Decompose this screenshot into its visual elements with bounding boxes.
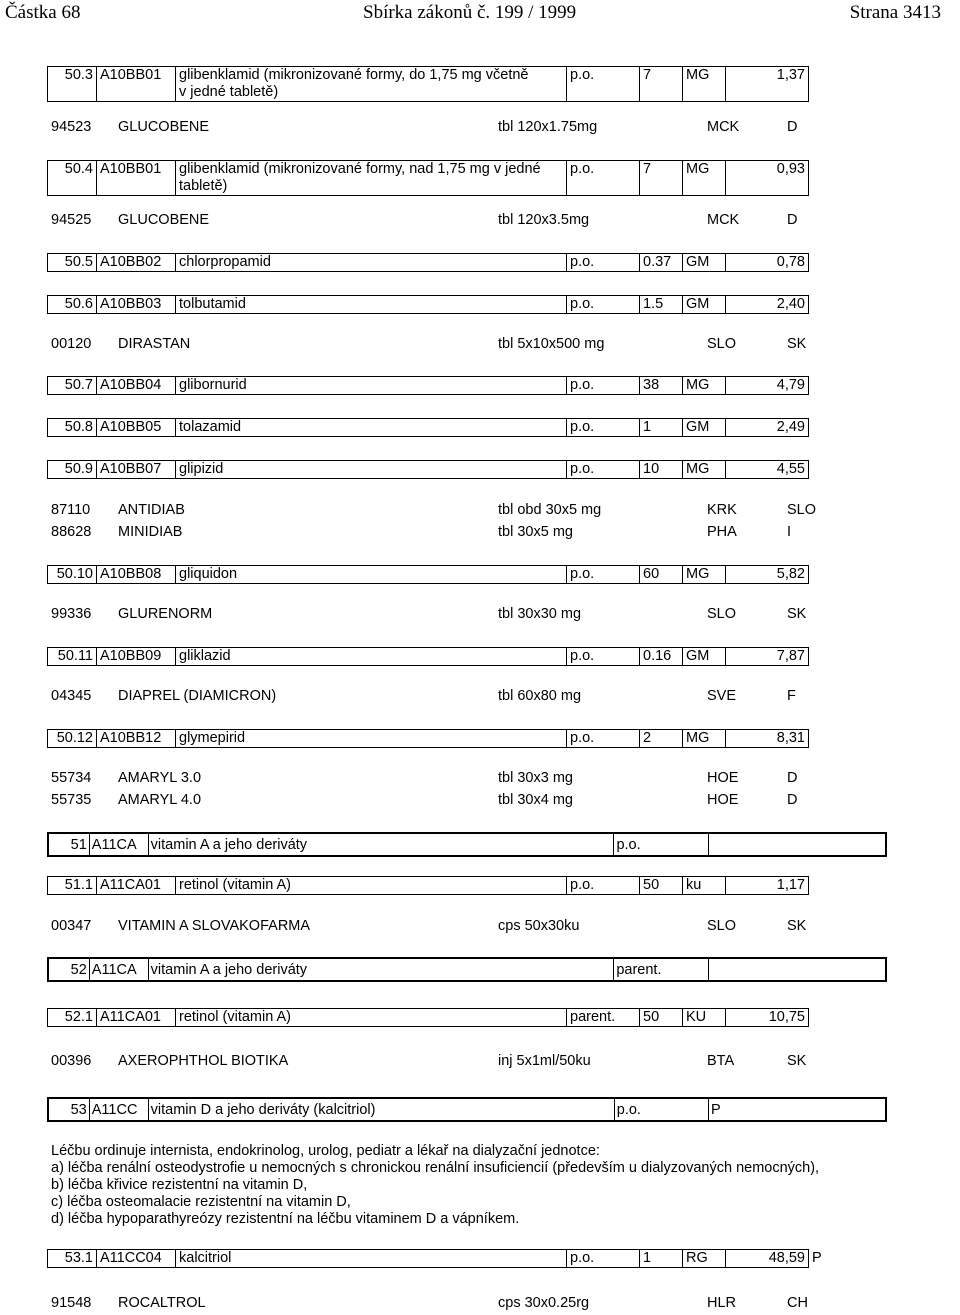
product-name: GLUCOBENE bbox=[118, 212, 210, 228]
substance-name bbox=[176, 648, 567, 666]
substance-name-line: glymepirid bbox=[179, 730, 246, 746]
price: 8,31 bbox=[726, 730, 809, 748]
quantity: 1 bbox=[640, 419, 683, 437]
group-route: p.o. bbox=[614, 834, 708, 855]
row-number: 50.6 bbox=[48, 296, 97, 314]
route: p.o. bbox=[567, 566, 640, 584]
product-line bbox=[48, 502, 848, 520]
substance-row bbox=[47, 295, 809, 314]
quantity: 38 bbox=[640, 377, 683, 395]
price: 2,40 bbox=[726, 296, 809, 314]
unit: MG bbox=[683, 461, 726, 479]
route: p.o. bbox=[567, 67, 640, 102]
row-number: 50.12 bbox=[48, 730, 97, 748]
country: SK bbox=[787, 606, 807, 622]
manufacturer: MCK bbox=[707, 119, 740, 135]
substance-name-line: tolbutamid bbox=[179, 296, 246, 312]
unit: GM bbox=[683, 254, 726, 272]
product-name: MINIDIAB bbox=[118, 524, 183, 540]
package: tbl 30x30 mg bbox=[498, 606, 582, 622]
substance-name bbox=[176, 730, 567, 748]
group-row bbox=[47, 832, 887, 857]
package: cps 30x0.25rg bbox=[498, 1295, 590, 1311]
price: 5,82 bbox=[726, 566, 809, 584]
route: p.o. bbox=[567, 461, 640, 479]
country: SK bbox=[787, 1053, 807, 1069]
substance-name-line: glibenklamid (mikronizované formy, do 1,75 mg včetně bbox=[179, 67, 529, 83]
product-name: DIAPREL (DIAMICRON) bbox=[118, 688, 277, 704]
route: p.o. bbox=[567, 877, 640, 895]
group-name: vitamin A a jeho deriváty bbox=[148, 834, 614, 855]
manufacturer: MCK bbox=[707, 212, 740, 228]
quantity: 7 bbox=[640, 161, 683, 196]
unit: KU bbox=[683, 1009, 726, 1027]
atc-code: A10BB07 bbox=[97, 461, 176, 479]
row-number: 50.4 bbox=[48, 161, 97, 196]
country: I bbox=[787, 524, 792, 540]
price: 10,75 bbox=[726, 1009, 809, 1027]
group-row bbox=[47, 957, 887, 982]
product-name: GLURENORM bbox=[118, 606, 213, 622]
quantity: 10 bbox=[640, 461, 683, 479]
package: tbl 5x10x500 mg bbox=[498, 336, 605, 352]
substance-name-line: tolazamid bbox=[179, 419, 242, 435]
product-code: 00347 bbox=[51, 918, 92, 934]
substance-name bbox=[176, 566, 567, 584]
substance-name-line: glibenklamid (mikronizované formy, nad 1,75 mg v jedné bbox=[179, 161, 541, 177]
package: tbl 60x80 mg bbox=[498, 688, 582, 704]
manufacturer: SLO bbox=[707, 606, 737, 622]
note-line: a) léčba renální osteodystrofie u nemocných s chronickou renální insuficiencií (především u dialyzovaných nemocných), bbox=[51, 1160, 820, 1176]
product-code: 94523 bbox=[51, 119, 92, 135]
quantity: 1.5 bbox=[640, 296, 683, 314]
substance-name bbox=[176, 377, 567, 395]
note-line: Léčbu ordinuje internista, endokrinolog, urolog, pediatr a lékař na dialyzační jednotce: bbox=[51, 1143, 600, 1159]
product-name: AMARYL 4.0 bbox=[118, 792, 202, 808]
unit: GM bbox=[683, 296, 726, 314]
country: D bbox=[787, 212, 798, 228]
group-name: vitamin D a jeho deriváty (kalcitriol) bbox=[148, 1099, 614, 1120]
product-line bbox=[48, 770, 848, 788]
product-line bbox=[48, 336, 848, 354]
country: SK bbox=[787, 918, 807, 934]
group-flag bbox=[708, 834, 885, 855]
atc-code: A10BB08 bbox=[97, 566, 176, 584]
country: CH bbox=[787, 1295, 808, 1311]
product-name: DIRASTAN bbox=[118, 336, 191, 352]
route: p.o. bbox=[567, 161, 640, 196]
route: p.o. bbox=[567, 648, 640, 666]
row-number: 50.10 bbox=[48, 566, 97, 584]
substance-row bbox=[47, 376, 809, 395]
product-name: ROCALTROL bbox=[118, 1295, 206, 1311]
quantity: 50 bbox=[640, 1009, 683, 1027]
route: p.o. bbox=[567, 296, 640, 314]
substance-name-line: v jedné tabletě) bbox=[179, 84, 279, 100]
manufacturer: BTA bbox=[707, 1053, 735, 1069]
product-line bbox=[48, 524, 848, 542]
atc-code: A10BB05 bbox=[97, 419, 176, 437]
quantity: 50 bbox=[640, 877, 683, 895]
substance-row bbox=[47, 160, 809, 196]
product-code: 94525 bbox=[51, 212, 92, 228]
product-line bbox=[48, 688, 848, 706]
substance-name-line: kalcitriol bbox=[179, 1250, 232, 1266]
price: 48,59 bbox=[726, 1250, 809, 1268]
substance-row bbox=[47, 460, 809, 479]
manufacturer: KRK bbox=[707, 502, 737, 518]
substance-row bbox=[47, 1008, 809, 1027]
country: SK bbox=[787, 336, 807, 352]
country: SLO bbox=[787, 502, 817, 518]
group-name: vitamin A a jeho deriváty bbox=[148, 959, 614, 980]
atc-code: A10BB02 bbox=[97, 254, 176, 272]
product-code: 91548 bbox=[51, 1295, 92, 1311]
manufacturer: HOE bbox=[707, 792, 739, 808]
quantity: 60 bbox=[640, 566, 683, 584]
price: 4,79 bbox=[726, 377, 809, 395]
page-number: Strana 3413 bbox=[849, 2, 941, 23]
atc-code: A10BB04 bbox=[97, 377, 176, 395]
atc-code: A11CA01 bbox=[97, 877, 176, 895]
product-code: 04345 bbox=[51, 688, 92, 704]
product-code: 87110 bbox=[51, 502, 91, 518]
quantity: 2 bbox=[640, 730, 683, 748]
substance-name bbox=[176, 296, 567, 314]
group-atc: A11CC bbox=[89, 1099, 148, 1120]
price: 1,17 bbox=[726, 877, 809, 895]
substance-row bbox=[47, 729, 809, 748]
substance-name-line: gliklazid bbox=[179, 648, 231, 664]
group-number: 51 bbox=[49, 834, 89, 855]
product-line bbox=[48, 1295, 848, 1313]
substance-name bbox=[176, 67, 567, 102]
price: 2,49 bbox=[726, 419, 809, 437]
group-flag bbox=[708, 959, 885, 980]
package: tbl 120x1.75mg bbox=[498, 119, 598, 135]
product-code: 00396 bbox=[51, 1053, 92, 1069]
substance-row bbox=[47, 66, 809, 102]
substance-name bbox=[176, 1250, 567, 1268]
product-line bbox=[48, 792, 848, 810]
product-code: 88628 bbox=[51, 524, 92, 540]
product-line bbox=[48, 1053, 848, 1071]
product-name: VITAMIN A SLOVAKOFARMA bbox=[118, 918, 311, 934]
manufacturer: SVE bbox=[707, 688, 737, 704]
product-name: AMARYL 3.0 bbox=[118, 770, 202, 786]
row-number: 50.11 bbox=[48, 648, 97, 666]
note-line: c) léčba osteomalacie rezistentní na vitamin D, bbox=[51, 1194, 351, 1210]
group-route: parent. bbox=[614, 959, 709, 980]
product-line bbox=[48, 918, 848, 936]
country: D bbox=[787, 119, 798, 135]
unit: MG bbox=[683, 377, 726, 395]
country: F bbox=[787, 688, 796, 704]
atc-code: A10BB01 bbox=[97, 67, 176, 102]
unit: MG bbox=[683, 161, 726, 196]
substance-name bbox=[176, 461, 567, 479]
substance-name-line: tabletě) bbox=[179, 178, 228, 194]
product-code: 55735 bbox=[51, 792, 92, 808]
substance-name bbox=[176, 254, 567, 272]
manufacturer: SLO bbox=[707, 336, 737, 352]
row-number: 50.8 bbox=[48, 419, 97, 437]
product-line bbox=[48, 212, 848, 230]
row-number: 50.7 bbox=[48, 377, 97, 395]
route: p.o. bbox=[567, 254, 640, 272]
unit: GM bbox=[683, 648, 726, 666]
route: p.o. bbox=[567, 419, 640, 437]
group-atc: A11CA bbox=[89, 959, 148, 980]
route: p.o. bbox=[567, 1250, 640, 1268]
package: tbl 120x3.5mg bbox=[498, 212, 590, 228]
package: tbl 30x3 mg bbox=[498, 770, 573, 786]
substance-row bbox=[47, 647, 809, 666]
unit: MG bbox=[683, 566, 726, 584]
manufacturer: HOE bbox=[707, 770, 739, 786]
row-flag: P bbox=[812, 1249, 822, 1266]
manufacturer: HLR bbox=[707, 1295, 737, 1311]
row-number: 52.1 bbox=[48, 1009, 97, 1027]
package: tbl 30x4 mg bbox=[498, 792, 573, 808]
substance-name-line: glipizid bbox=[179, 461, 224, 477]
note-line: b) léčba křivice rezistentní na vitamin D, bbox=[51, 1177, 308, 1193]
note-line: d) léčba hypoparathyreózy rezistentní na léčbu vitaminem D a vápníkem. bbox=[51, 1211, 520, 1227]
row-number: 50.9 bbox=[48, 461, 97, 479]
unit: GM bbox=[683, 419, 726, 437]
product-code: 99336 bbox=[51, 606, 92, 622]
substance-name bbox=[176, 877, 567, 895]
package: inj 5x1ml/50ku bbox=[498, 1053, 591, 1069]
row-number: 51.1 bbox=[48, 877, 97, 895]
group-route: p.o. bbox=[614, 1099, 708, 1120]
group-number: 52 bbox=[49, 959, 89, 980]
substance-row bbox=[47, 876, 809, 895]
row-number: 50.3 bbox=[48, 67, 97, 102]
substance-row bbox=[47, 1249, 825, 1268]
quantity: 1 bbox=[640, 1250, 683, 1268]
substance-name bbox=[176, 1009, 567, 1027]
package: tbl 30x5 mg bbox=[498, 524, 573, 540]
product-name: GLUCOBENE bbox=[118, 119, 210, 135]
product-code: 55734 bbox=[51, 770, 92, 786]
substance-row bbox=[47, 253, 809, 272]
package: cps 50x30ku bbox=[498, 918, 580, 934]
atc-code: A11CC04 bbox=[97, 1250, 176, 1268]
unit: MG bbox=[683, 67, 726, 102]
price: 7,87 bbox=[726, 648, 809, 666]
row-number: 50.5 bbox=[48, 254, 97, 272]
quantity: 0.16 bbox=[640, 648, 683, 666]
substance-name-line: retinol (vitamin A) bbox=[179, 1009, 292, 1025]
price: 0,93 bbox=[726, 161, 809, 196]
price: 0,78 bbox=[726, 254, 809, 272]
atc-code: A10BB12 bbox=[97, 730, 176, 748]
atc-code: A11CA01 bbox=[97, 1009, 176, 1027]
substance-name bbox=[176, 419, 567, 437]
route: p.o. bbox=[567, 730, 640, 748]
atc-code: A10BB09 bbox=[97, 648, 176, 666]
prescription-notes bbox=[51, 1143, 931, 1228]
product-name: AXEROPHTHOL BIOTIKA bbox=[118, 1053, 289, 1069]
manufacturer: PHA bbox=[707, 524, 737, 540]
substance-row bbox=[47, 418, 809, 437]
substance-name bbox=[176, 161, 567, 196]
price: 1,37 bbox=[726, 67, 809, 102]
unit: ku bbox=[683, 877, 726, 895]
product-line bbox=[48, 119, 848, 137]
substance-name-line: chlorpropamid bbox=[179, 254, 271, 270]
group-flag: P bbox=[708, 1099, 885, 1120]
country: D bbox=[787, 770, 798, 786]
country: D bbox=[787, 792, 798, 808]
unit: MG bbox=[683, 730, 726, 748]
route: p.o. bbox=[567, 377, 640, 395]
substance-name-line: glibornurid bbox=[179, 377, 247, 393]
substance-name-line: retinol (vitamin A) bbox=[179, 877, 292, 893]
manufacturer: SLO bbox=[707, 918, 737, 934]
package: tbl obd 30x5 mg bbox=[498, 502, 602, 518]
collection-label: Sbírka zákonů č. 199 / 1999 bbox=[363, 2, 577, 23]
product-name: ANTIDIAB bbox=[118, 502, 185, 518]
quantity: 0.37 bbox=[640, 254, 683, 272]
substance-name-line: gliquidon bbox=[179, 566, 238, 582]
substance-row bbox=[47, 565, 809, 584]
group-atc: A11CA bbox=[89, 834, 148, 855]
atc-code: A10BB01 bbox=[97, 161, 176, 196]
part-label: Částka 68 bbox=[5, 2, 81, 23]
route: parent. bbox=[567, 1009, 640, 1027]
group-number: 53 bbox=[49, 1099, 89, 1120]
quantity: 7 bbox=[640, 67, 683, 102]
price: 4,55 bbox=[726, 461, 809, 479]
unit: RG bbox=[683, 1250, 726, 1268]
atc-code: A10BB03 bbox=[97, 296, 176, 314]
product-code: 00120 bbox=[51, 336, 92, 352]
group-row bbox=[47, 1097, 887, 1122]
row-number: 53.1 bbox=[48, 1250, 97, 1268]
product-line bbox=[48, 606, 848, 624]
